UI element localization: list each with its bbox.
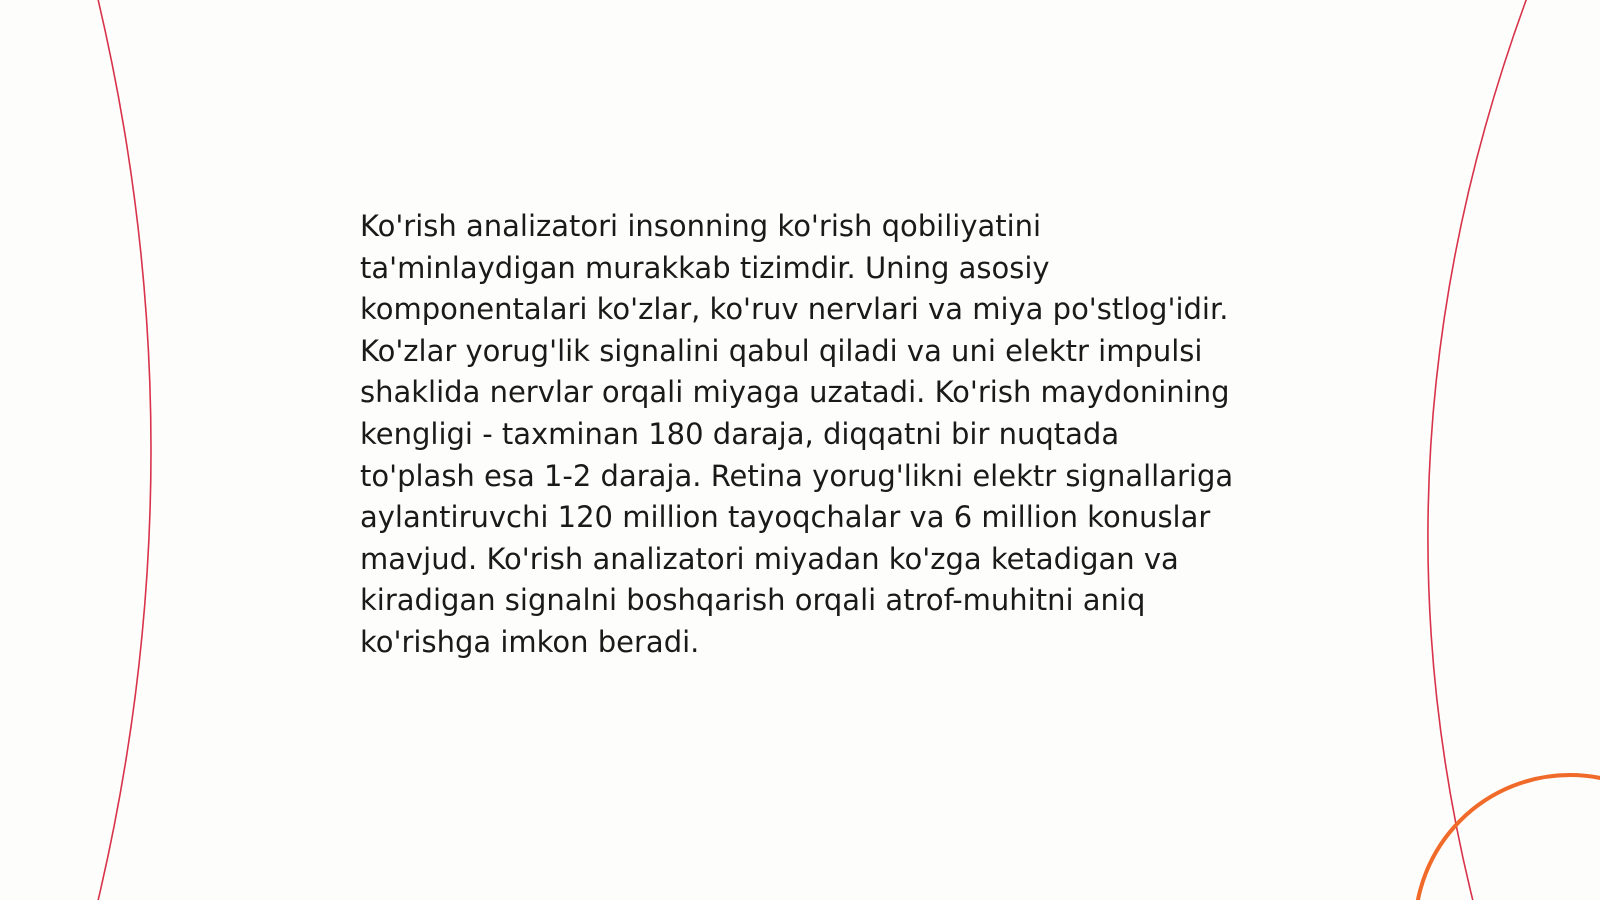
body-paragraph: Ko'rish analizatori insonning ko'rish qobiliyatini ta'minlaydigan murakkab tizimdir. Uning asosiy komponentalari ko'zlar, ko'ruv nervlari va miya po'stlog'idir. Ko'zlar yorug'lik signalini qabul qiladi va uni elektr impulsi shaklida nervlar orqali miyaga uzatadi. Ko'rish maydonining kengligi - taxminan 180 daraja, diqqatni bir nuqtada to'plash esa 1-2 daraja. Retina yorug'likni elektr signallariga aylantiruvchi 120 million tayoqchalar va 6 million konuslar mavjud. Ko'rish analizatori miyadan ko'zga ketadigan va kiradigan signalni boshqarish orqali atrof-muhitni aniq ko'rishga imkon beradi.: [360, 209, 1234, 659]
right-curve-line: [1428, 0, 1528, 900]
orange-accent-circle: [1415, 775, 1600, 900]
left-curve-line: [97, 0, 151, 900]
